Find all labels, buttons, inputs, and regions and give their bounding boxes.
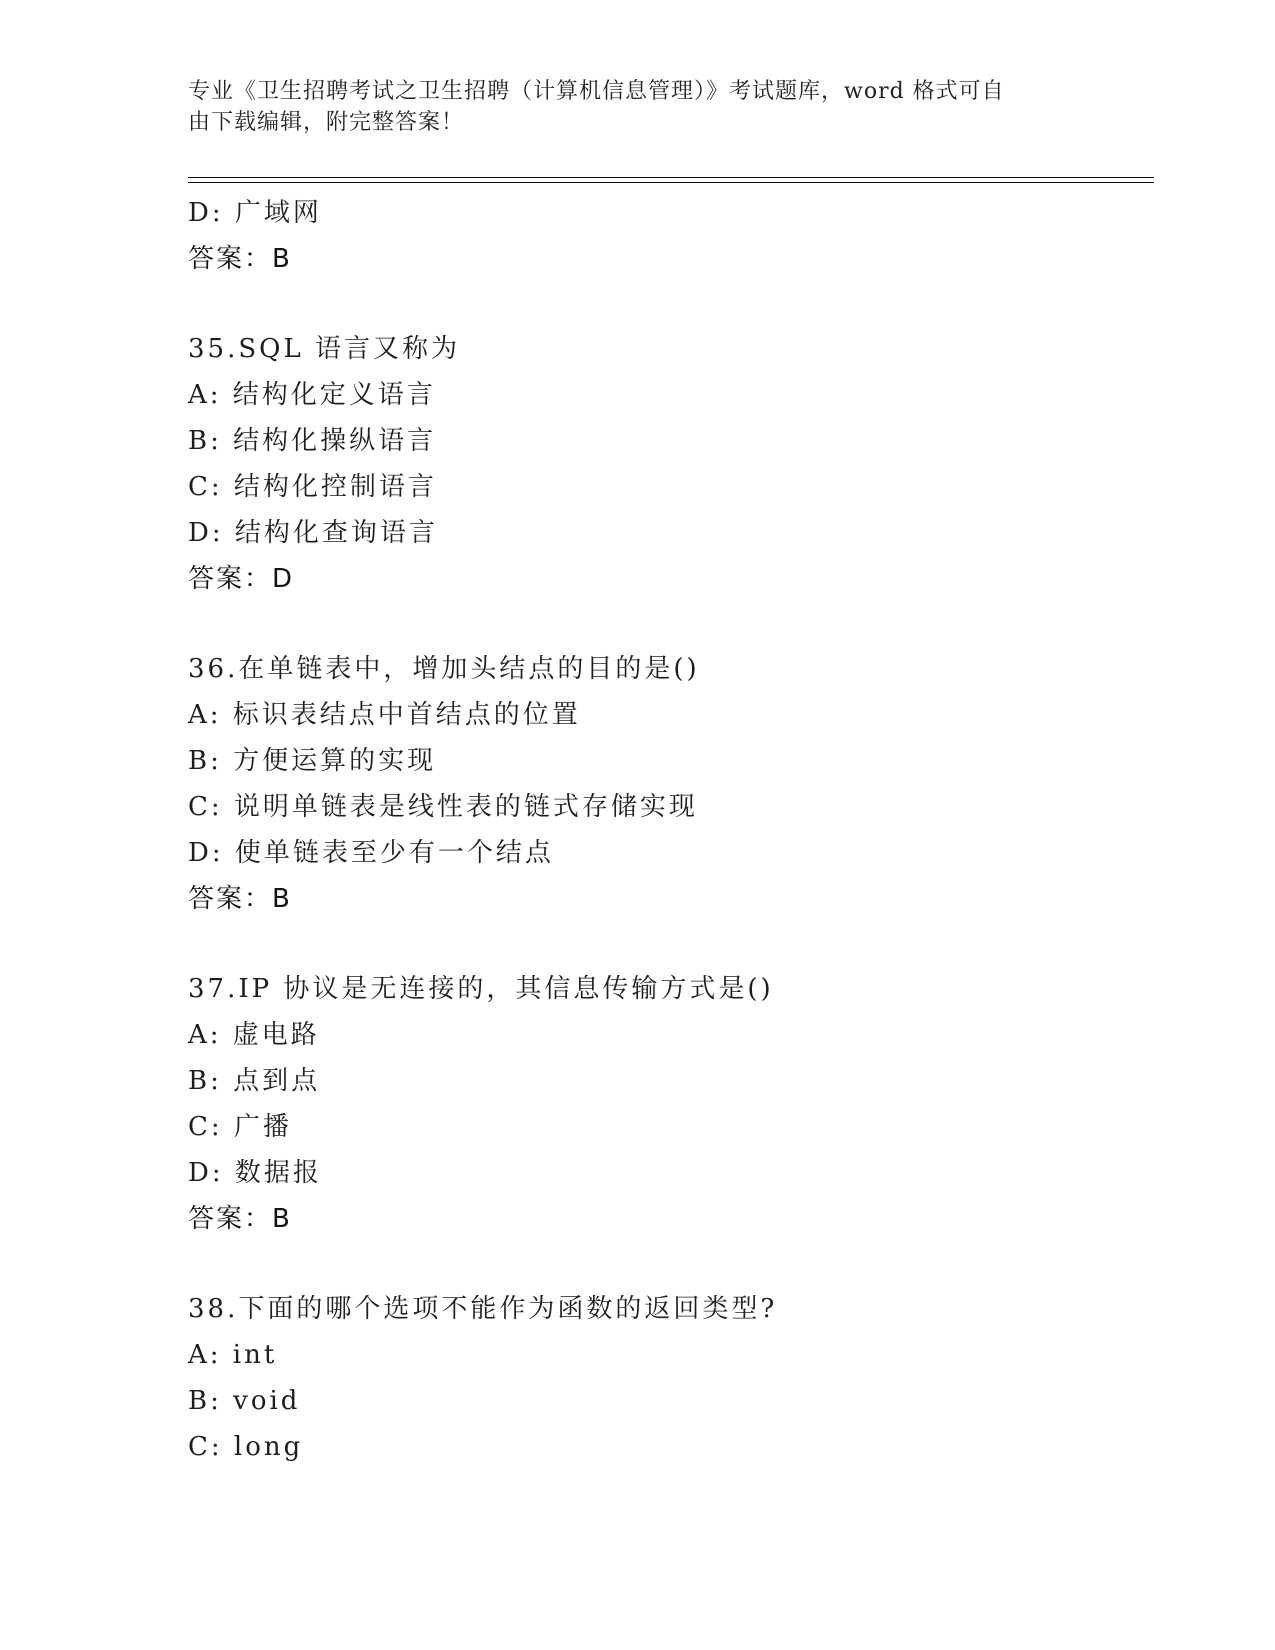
question-37 bbox=[188, 966, 1148, 1242]
option-b: B: 点到点 bbox=[188, 1066, 321, 1096]
spacer bbox=[188, 602, 1148, 646]
header-line-2: 由下载编辑，附完整答案！ bbox=[188, 110, 465, 135]
spacer bbox=[188, 922, 1148, 966]
option-b: B: 结构化操纵语言 bbox=[188, 426, 437, 456]
spacer bbox=[188, 1242, 1148, 1286]
option-d: D: 结构化查询语言 bbox=[188, 518, 438, 548]
question-36 bbox=[188, 646, 1148, 922]
spacer bbox=[188, 282, 1148, 326]
question-35 bbox=[188, 326, 1148, 602]
question-text: 38.下面的哪个选项不能作为函数的返回类型? bbox=[188, 1294, 778, 1324]
option-a: A: 结构化定义语言 bbox=[188, 380, 436, 410]
option-a: A: 标识表结点中首结点的位置 bbox=[188, 700, 581, 730]
option-a: A: 虚电路 bbox=[188, 1020, 320, 1050]
answer-line: 答案：B bbox=[188, 884, 292, 914]
option-c: C: long bbox=[188, 1432, 304, 1462]
option-d: D: 使单链表至少有一个结点 bbox=[188, 838, 554, 868]
option-c: C: 结构化控制语言 bbox=[188, 472, 437, 502]
question-text: 35.SQL 语言又称为 bbox=[188, 334, 461, 364]
option-d: D: 数据报 bbox=[188, 1158, 322, 1188]
option-c: C: 广播 bbox=[188, 1112, 292, 1142]
question-text: 36.在单链表中，增加头结点的目的是() bbox=[188, 654, 700, 684]
option-a: A: int bbox=[188, 1340, 278, 1370]
answer-line: 答案：D bbox=[188, 564, 295, 594]
answer-line: 答案：B bbox=[188, 1204, 292, 1234]
header-divider-top bbox=[188, 177, 1154, 178]
question-text: 37.IP 协议是无连接的，其信息传输方式是() bbox=[188, 974, 774, 1004]
document-header bbox=[188, 76, 1068, 138]
option-b: B: 方便运算的实现 bbox=[188, 746, 437, 776]
header-divider-bottom bbox=[188, 182, 1154, 183]
previous-question-tail bbox=[188, 190, 1148, 282]
question-38 bbox=[188, 1286, 1148, 1470]
option-b: B: void bbox=[188, 1386, 301, 1416]
option-c: C: 说明单链表是线性表的链式存储实现 bbox=[188, 792, 698, 822]
option-d: D: 广域网 bbox=[188, 198, 322, 228]
answer-line: 答案：B bbox=[188, 244, 292, 274]
header-line-1: 专业《卫生招聘考试之卫生招聘（计算机信息管理）》考试题库，word 格式可自 bbox=[188, 79, 1005, 104]
question-list bbox=[188, 190, 1148, 1470]
